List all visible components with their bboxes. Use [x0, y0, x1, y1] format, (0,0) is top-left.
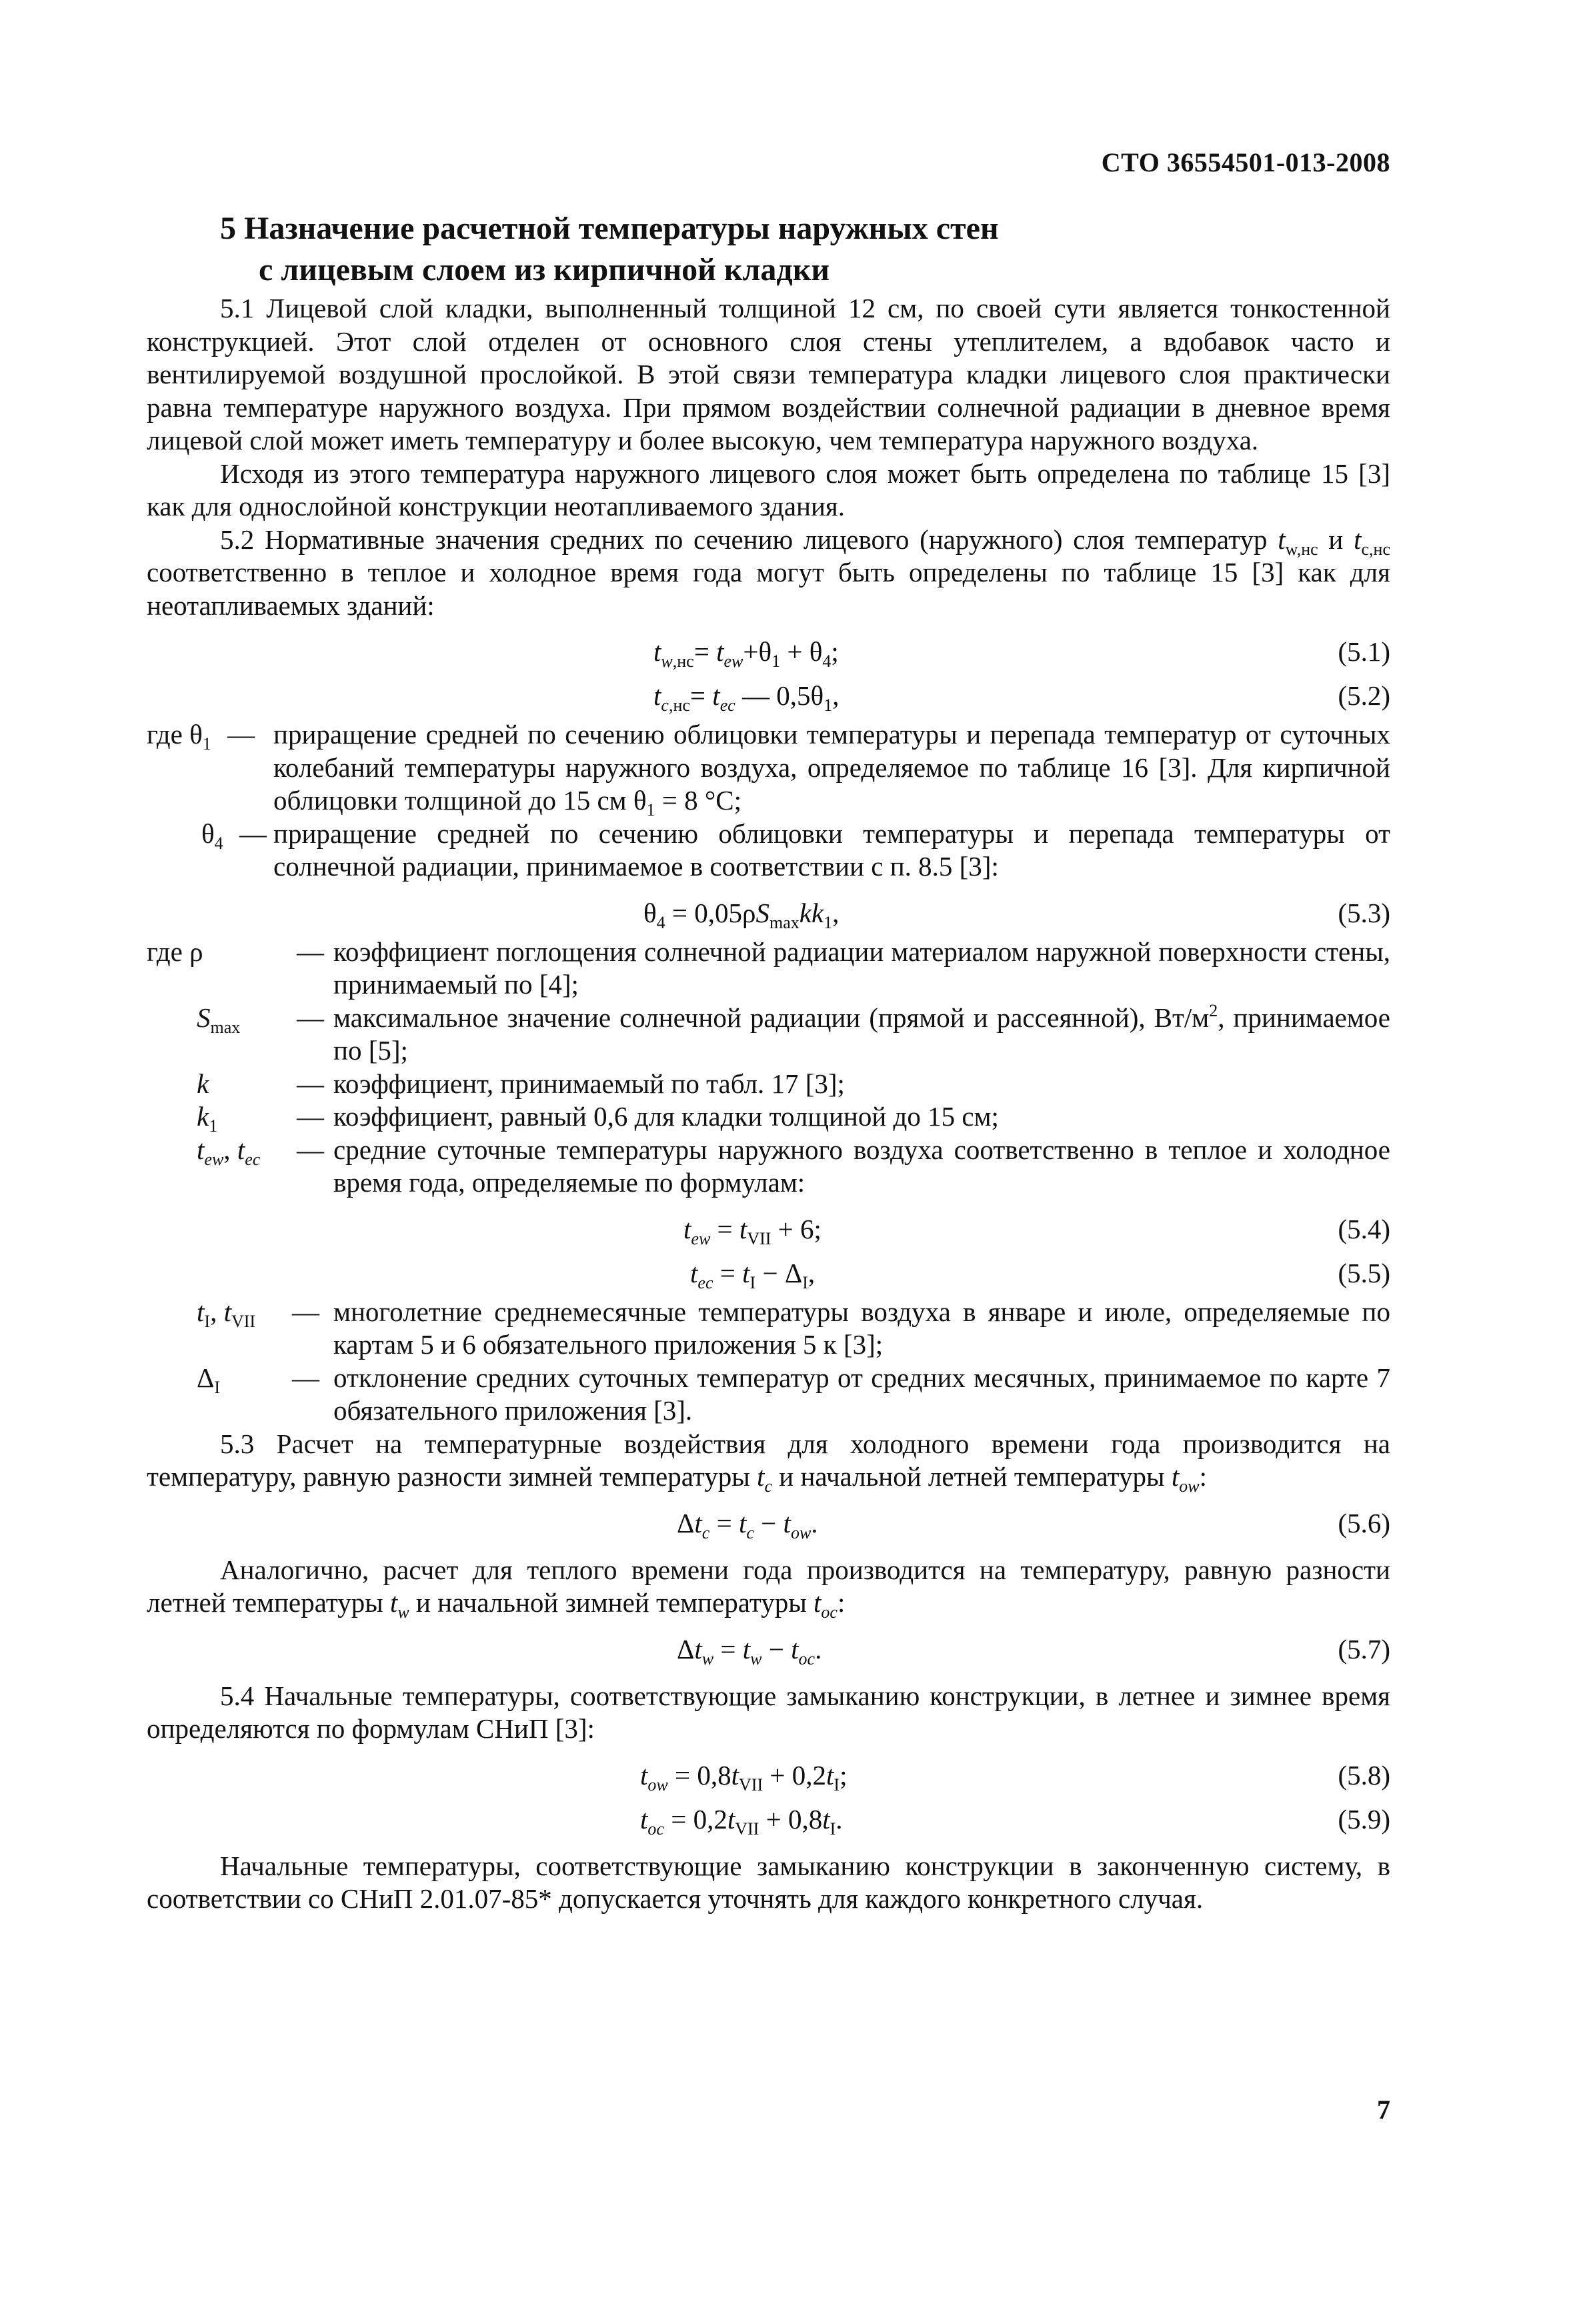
equation-5-8 [147, 1754, 1390, 1798]
equation-5-6 [147, 1502, 1390, 1546]
paragraph-5-1b: Исходя из этого температура наружного лицевого слоя может быть определена по таблице 15 [3] как для однослойной конструкции неотапливаемого здания. [147, 457, 1390, 521]
formula: $\Delta t_w = t_w - t_{oc}$. [677, 1633, 822, 1668]
paragraph-analog: Аналогично, расчет для теплого времени года производится на температуру, равную разности летней температуры $t_w$ и начальной зимней температуры $t_{oc}$: [147, 1554, 1390, 1622]
document-body [147, 292, 1390, 1916]
definition-k1: $k_1$ — коэффициент, равный 0,6 для кладки толщиной до 15 см; [197, 1101, 999, 1136]
paragraph-5-4: 5.4 Начальные температуры, соответствующие замыканию конструкции, в летнее и зимнее время определяются по формулам СНиП [3]: [147, 1680, 1390, 1744]
equation-5-3 [147, 892, 1390, 936]
equation-5-1 [147, 630, 1390, 674]
definition-tI-tVII: $t_I$, $t_{VII}$ — многолетние среднемесячные температуры воздуха в январе и июле, определяемые по картам 5 и 6 обязательного приложения 5 к [3]; [197, 1296, 1390, 1360]
paragraph-5-2: 5.2 Нормативные значения средних по сечению лицевого (наружного) слоя температур $t_{w,нс}$ и $t_{c,нс}$ соответственно в теплое и холодное время года могут быть определены по таблице 15 [3] как для неотапливаемых зданий: [147, 523, 1390, 621]
formula: $t_{ew} = t_{VII} + 6$; [683, 1213, 822, 1248]
equation-number: (5.8) [1338, 1759, 1390, 1791]
section-title [220, 208, 1420, 291]
definition-theta1: где $\theta_1$ — приращение средней по сечению облицовки температуры и перепада температур от суточных колебаний температуры наружного воздуха, определяемое по таблице 16 [3]. Для кирпичной облицовки толщиной до 15 см $\theta_1 = 8$ °C; [147, 719, 1390, 820]
equation-number: (5.7) [1338, 1633, 1390, 1664]
formula: $t_{ec} = t_I - \Delta_I$, [690, 1257, 816, 1292]
equation-number: (5.5) [1338, 1257, 1390, 1288]
equation-number: (5.4) [1338, 1213, 1390, 1244]
definition-theta4: $\theta_4$ — приращение средней по сечению облицовки температуры и перепада температуры от солнечной радиации, принимаемое в соответствии с п. 8.5 [3]: [201, 818, 1390, 882]
definition-smax: $S_{max}$ — максимальное значение солнечной радиации (прямой и рассеянной), $Вт/м^2$, принимаемое по [5]; [197, 1000, 1390, 1066]
definition-rho: где ρ — коэффициент поглощения солнечной радиации материалом наружной поверхности стены, принимаемый по [4]; [147, 936, 1390, 1000]
equation-number: (5.9) [1338, 1803, 1390, 1835]
equation-number: (5.3) [1338, 897, 1390, 928]
definition-tew-tec: $t_{ew}$, $t_{ec}$ — средние суточные температуры наружного воздуха соответственно в теплое и холодное время года, определяемые по формулам: [197, 1134, 1390, 1198]
formula: $t_{c,нс}= t_{ec}$ — $0,5\theta_1$, [653, 680, 840, 715]
section-title-line2: с лицевым слоем из кирпичной кладки [259, 252, 830, 287]
formula: $t_{ow} = 0,8t_{VII} + 0,2t_I$; [640, 1759, 848, 1795]
equation-5-7 [147, 1628, 1390, 1672]
paragraph-5-1: 5.1 Лицевой слой кладки, выполненный толщиной 12 см, по своей сути является тонкостенной конструкцией. Этот слой отделен от основного слоя стены утеплителем, а вдобавок часто и вентилируемой воздушной прослойкой. В этой связи температура кладки лицевого слоя практически равна температуре наружного воздуха. При прямом воздействии солнечной радиации в дневное время лицевой слой может иметь температуру и более высокую, чем температура наружного воздуха. [147, 293, 1390, 455]
document-code: СТО 36554501-013-2008 [1101, 147, 1390, 177]
formula: $\theta_4 = 0,05\rho S_{max}kk_1$, [643, 897, 840, 932]
paragraph-5-3: 5.3 Расчет на температурные воздействия для холодного времени года производится на температуру, равную разности зимней температуры $t_c$ и начальной летней температуры $t_{ow}$: [147, 1428, 1390, 1496]
definition-k: k — коэффициент, принимаемый по табл. 17 [3]; [197, 1068, 845, 1099]
equation-5-9 [147, 1798, 1390, 1842]
equation-5-5 [147, 1252, 1390, 1296]
equation-5-2 [147, 674, 1390, 718]
equation-number: (5.2) [1338, 680, 1390, 711]
formula: $t_{oc} = 0,2t_{VII} + 0,8t_I$. [640, 1803, 843, 1839]
definition-delta: $\Delta_I$ — отклонение средних суточных температур от средних месячных, принимаемое по карте 7 обязательного приложения [3]. [197, 1362, 1390, 1426]
formula: $\Delta t_c = t_c - t_{ow}$. [677, 1507, 818, 1542]
page-number: 7 [1377, 2095, 1390, 2125]
section-title-line1: 5 Назначение расчетной температуры наружных стен [220, 211, 999, 246]
equation-number: (5.6) [1338, 1507, 1390, 1538]
paragraph-final: Начальные температуры, соответствующие замыканию конструкции в законченную систему, в соответствии со СНиП 2.01.07-85* допускается уточнять для каждого конкретного случая. [147, 1850, 1390, 1914]
equation-number: (5.1) [1338, 636, 1390, 667]
formula: $t_{w,нс}= t_{ew}+\theta_1 + \theta_4$; [653, 636, 839, 671]
equation-5-4 [147, 1208, 1390, 1252]
